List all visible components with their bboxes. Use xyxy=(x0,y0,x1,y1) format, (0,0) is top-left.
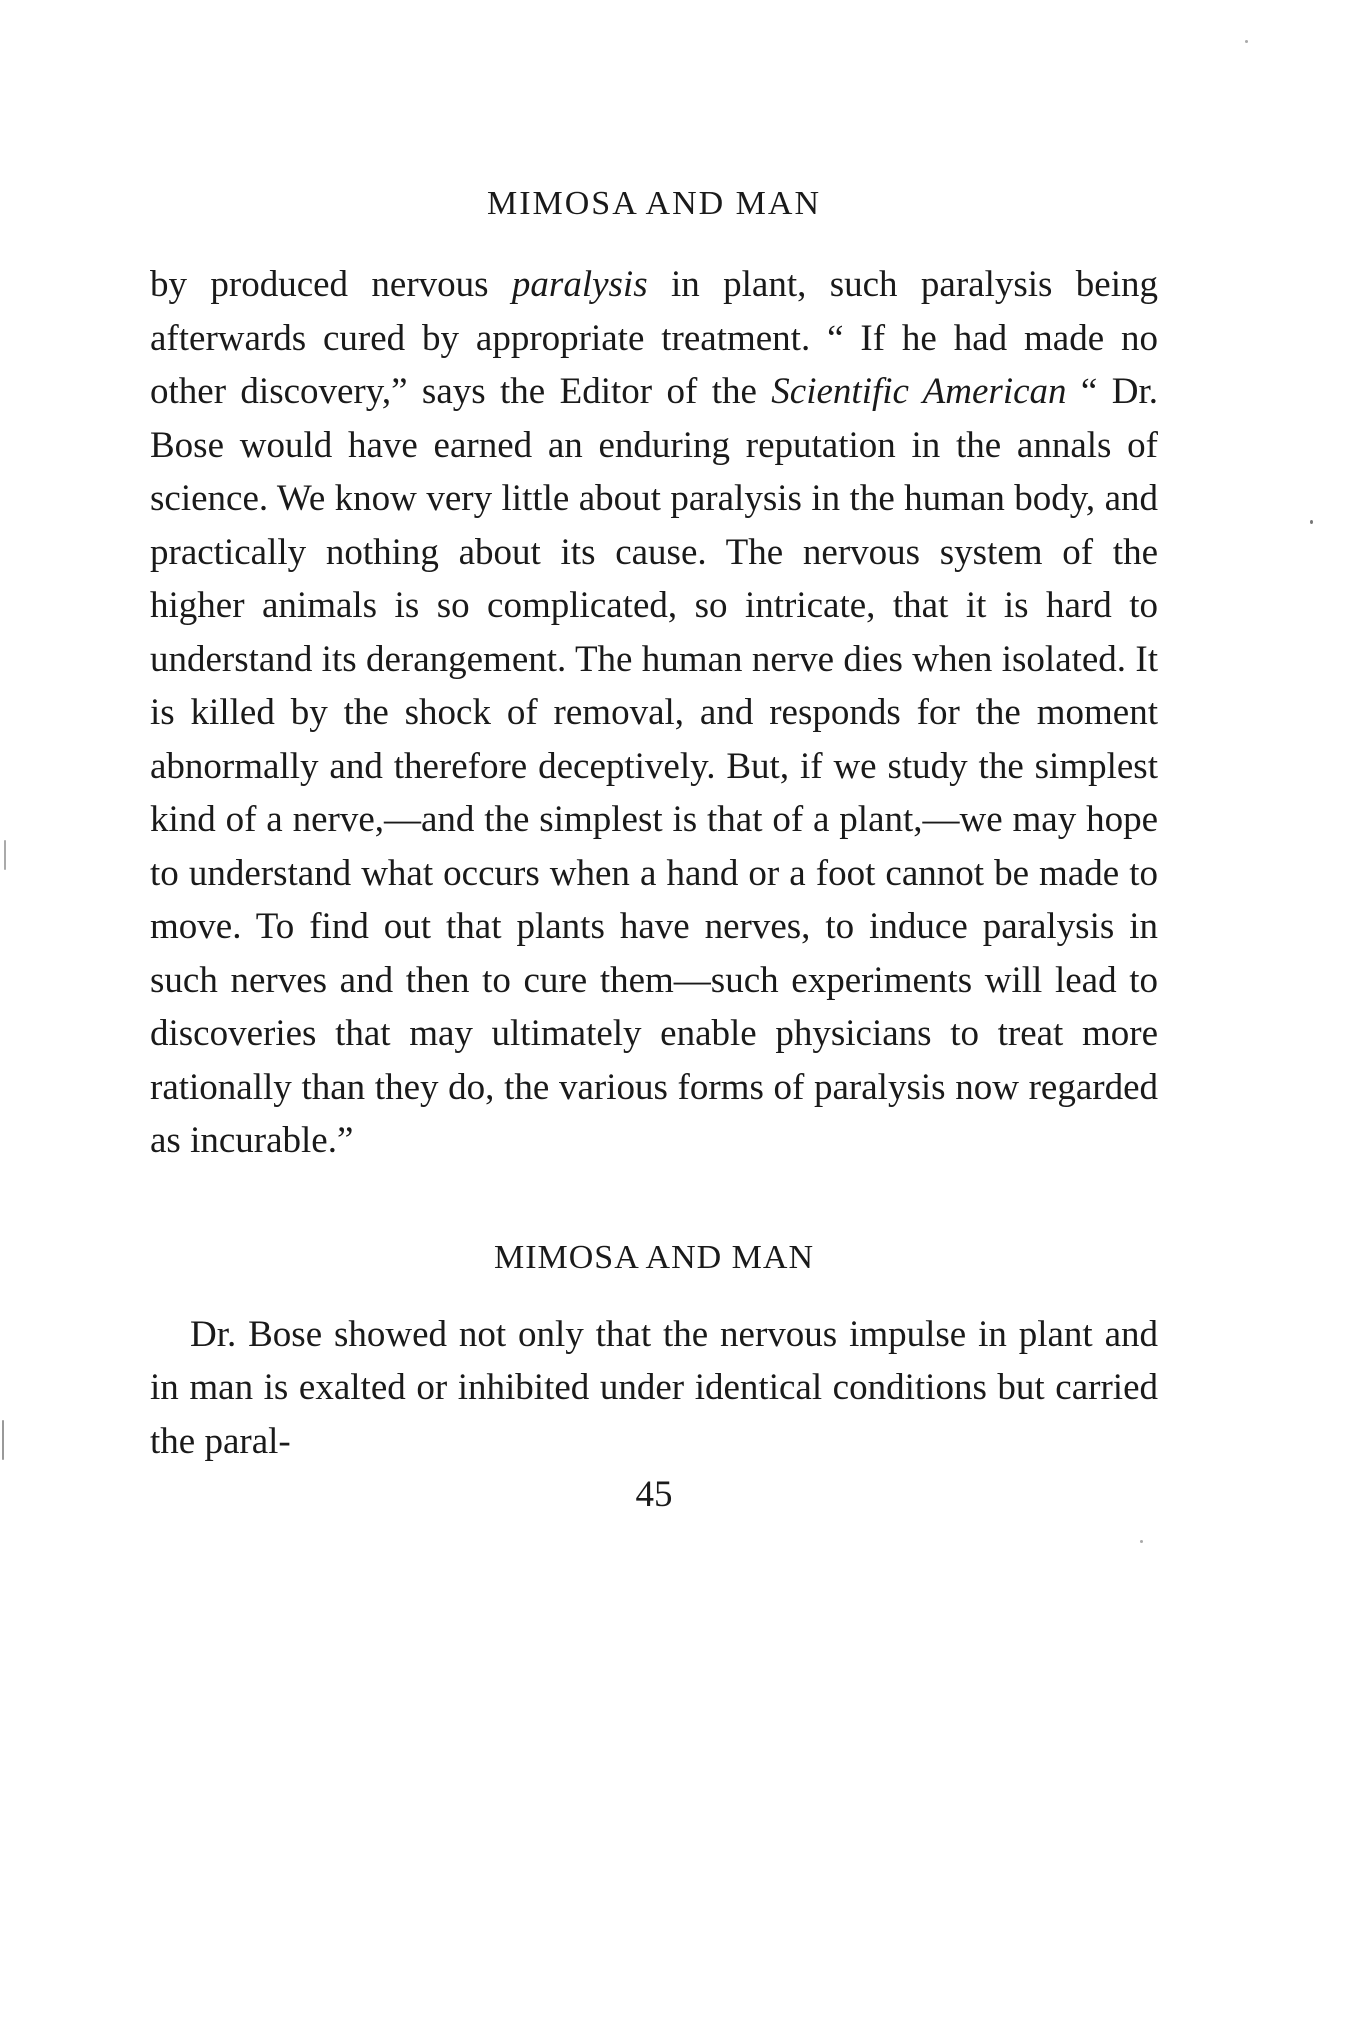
print-speck xyxy=(1245,40,1248,43)
print-speck xyxy=(1310,520,1313,524)
para1-italic-journal: Scientific American xyxy=(771,371,1067,412)
section-heading: MIMOSA AND MAN xyxy=(493,1238,815,1276)
para1-text-a: by produced nervous xyxy=(150,264,512,305)
print-speck xyxy=(1140,1540,1143,1543)
para1-text-c: “ Dr. Bose would have earned an enduring reputation in the annals of science. We know very little about paralysis in the human body, and practically nothing about its cause. The nervous system of the higher animals is so complicated, so intricate, that it is hard to understand its derangement. The human nerve dies when isolated. It is killed by the shock of removal, and responds for the moment abnormally and therefore deceptively. But, if we study the simplest kind of a nerve,—and the simplest is that of a plant,—we may hope to understand what occurs when a hand or a foot cannot be made to move. To find out that plants have nerves, to induce paralysis in such nerves and then to cure them—such experiments will lead to discoveries that may ultimately enable physicians to treat more rationally than they do, the various forms of paralysis now regarded as incurable.” xyxy=(150,371,1158,1161)
print-speck xyxy=(4,840,6,870)
book-page xyxy=(150,180,1158,1520)
para1-text-b: in plant, such paralysis being afterwards cured by appropriate treatment. “ If he had made no other discovery,” says the Editor of the xyxy=(150,264,1159,412)
running-head: MIMOSA AND MAN xyxy=(486,185,822,222)
para1-italic-paralysis: paralysis xyxy=(511,264,648,305)
paragraph-mimosa-and-man: Dr. Bose showed not only that the nervous impulse in plant and in man is exalted or inhibited under identical conditions but carried the paral- xyxy=(150,1313,1158,1462)
page-number: 45 xyxy=(635,1474,673,1515)
paragraph-paralysis-quote xyxy=(150,258,1158,1168)
print-speck xyxy=(2,1420,4,1460)
